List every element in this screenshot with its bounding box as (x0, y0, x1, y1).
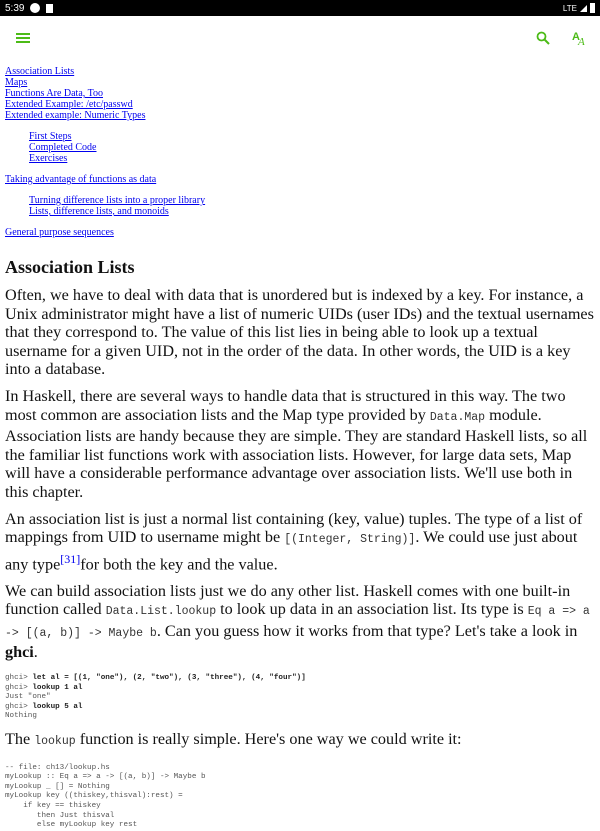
toc-link[interactable]: Extended Example: /etc/passwd (5, 99, 133, 110)
toc-link[interactable]: Exercises (29, 153, 68, 164)
table-of-contents (0, 60, 600, 238)
svg-text:A: A (578, 36, 585, 48)
toc-link[interactable]: Association Lists (5, 66, 75, 77)
inline-code: lookup (34, 735, 76, 749)
text: In Haskell, there are several ways to handle data that is structured in this way. The two most common are association lists and the Map type provided by (5, 386, 566, 424)
inline-code: [(Integer, String)] (284, 533, 416, 547)
svg-text:A: A (572, 31, 580, 43)
paragraph (0, 510, 600, 574)
text: . We could use just about any type (5, 528, 578, 574)
toc-link[interactable]: Lists, difference lists, and monoids (29, 206, 169, 217)
text: function is really simple. Here's one way we could write it: (75, 730, 462, 749)
text: . Can you guess how it works from that type? Let's take a look in (156, 621, 578, 640)
toc-link[interactable]: Extended example: Numeric Types (5, 110, 146, 121)
text: An association list is just a normal list containing (key, value) tuples. The type of a list of mappings from UID to username might be (5, 509, 583, 547)
clock: 5:39 (5, 2, 25, 14)
status-bar (0, 0, 600, 16)
toc-link[interactable]: General purpose sequences (5, 227, 114, 238)
sd-card-icon (46, 4, 53, 13)
toc-link[interactable]: Maps (5, 77, 28, 88)
toc-link[interactable]: Completed Code (29, 142, 97, 153)
paragraph (0, 387, 600, 502)
text: to look up data in an association list. Its type is (216, 600, 528, 619)
text: We can build association lists just we do any other list. Haskell comes with one built-in function called (5, 581, 571, 619)
paragraph (0, 582, 600, 662)
toc-link[interactable]: Turning difference lists into a proper library (29, 195, 206, 206)
inline-code: Data.Map (429, 410, 486, 424)
ghci-session: ghci> let al = [(1, "one"), (2, "two"), (3, "three"), (4, "four")] ghci> lookup 1 al Just "one" ghci> lookup 5 al Nothing (5, 674, 306, 721)
menu-icon[interactable] (16, 33, 30, 43)
footnote-link[interactable]: [31] (60, 551, 81, 566)
inline-code: Data.List.lookup (105, 605, 217, 619)
app-bar (0, 16, 600, 60)
code-listing: -- file: ch13/lookup.hs myLookup :: Eq a => a -> [(a, b)] -> Maybe b myLookup _ [] = Nothing myLookup key ((thiskey,thisval):rest) = if key == thiskey then Just thisval else myLookup key rest (5, 763, 206, 830)
signal-icon (580, 5, 587, 12)
inline-code: Eq a => a -> [(a, b)] -> Maybe b (5, 605, 590, 640)
toc-link[interactable]: Functions Are Data, Too (5, 88, 103, 99)
text: for both the key and the value. (80, 555, 278, 574)
ghci-term: ghci (5, 643, 34, 662)
toc-link[interactable]: Taking advantage of functions as data (5, 174, 157, 185)
paragraph (0, 730, 600, 752)
paragraph: Often, we have to deal with data that is unordered but is indexed by a key. For instance, a Unix administrator might have a list of numeric UIDs (user IDs) and the textual usernames that they correspond to. The value of this list lies in being able to look up a textual username for a given UID, not in the order of the data. In other words, the UID is a key into a database. (5, 286, 594, 379)
font-size-icon[interactable] (572, 30, 586, 46)
notification-icon (30, 3, 40, 13)
battery-icon (590, 3, 595, 13)
search-icon[interactable] (536, 31, 550, 45)
text: . (33, 643, 38, 662)
text: module. Association lists are handy because they are simple. They are standard Haskell lists, so all the familiar list functions work with association lists. However, for large data sets, Map will have a considerable performance advantage over association lists. We'll use both in this chapter. (5, 405, 588, 501)
text: The (5, 730, 35, 749)
toc-link[interactable]: First Steps (29, 131, 72, 142)
network-type: LTE (562, 3, 577, 13)
section-title: Association Lists (5, 257, 135, 277)
